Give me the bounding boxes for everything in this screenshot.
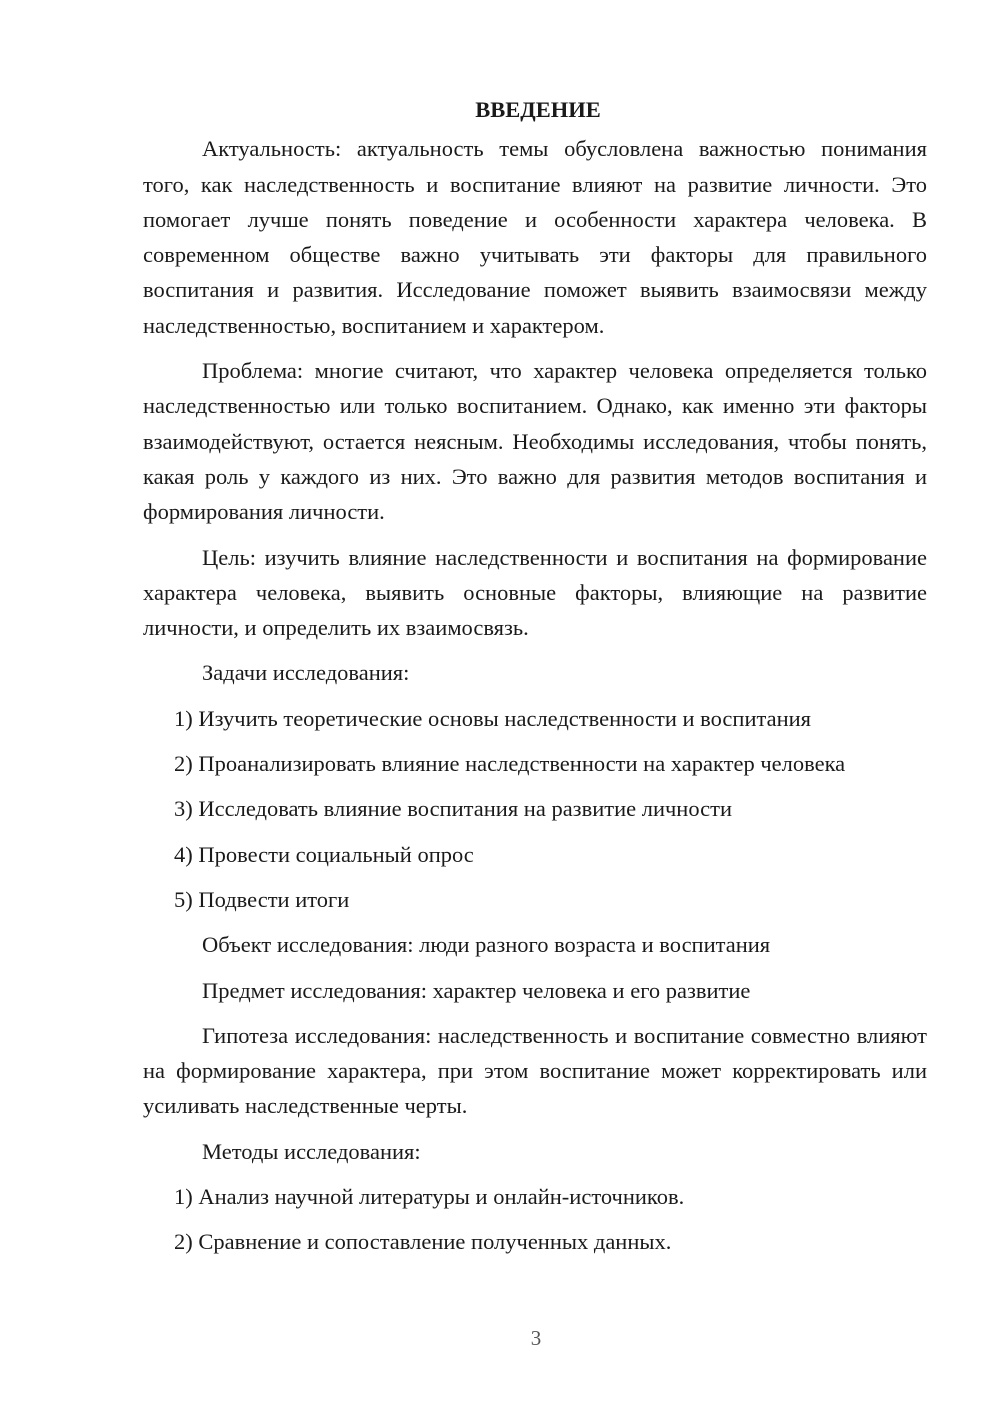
page-title: ВВЕДЕНИЕ (475, 97, 601, 122)
relevance-paragraph: Актуальность: актуальность темы обусловлена важностью понимания того, как наследственность и воспитание влияют на развитие личности. Это помогает лучше понять поведение и особенности характера человека. В современном обществе важно учитывать эти факторы для правильного воспитания и развития. Исследование поможет выявить взаимосвязи между наследственностью, воспитанием и характером. (143, 136, 927, 338)
methods-list (143, 1179, 927, 1260)
list-item: 3) Исследовать влияние воспитания на развитие личности (174, 796, 733, 822)
list-item: 4) Провести социальный опрос (174, 841, 474, 867)
goal-paragraph: Цель: изучить влияние наследственности и воспитания на формирование характера человека, выявить основные факторы, влияющие на развитие личности, и определить их взаимосвязь. (143, 544, 927, 641)
list-item: 2) Проанализировать влияние наследственности на характер человека (174, 751, 846, 777)
list-item: 5) Подвести итоги (174, 886, 350, 912)
subject-line: Предмет исследования: характер человека и его развитие (202, 977, 751, 1003)
tasks-heading: Задачи исследования: (202, 660, 410, 686)
list-item: 1) Анализ научной литературы и онлайн-источников. (174, 1184, 685, 1210)
problem-paragraph: Проблема: многие считают, что характер человека определяется только наследственностью или только воспитанием. Однако, как именно эти факторы взаимодействуют, остается неясным. Необходимы исследования, чтобы понять, какая роль у каждого из них. Это важно для развития методов воспитания и формирования личности. (143, 358, 927, 525)
hypothesis-paragraph: Гипотеза исследования: наследственность и воспитание совместно влияют на формирование характера, при этом воспитание может корректировать или усиливать наследственные черты. (143, 1022, 927, 1119)
list-item: 1) Изучить теоретические основы наследственности и воспитания (174, 705, 812, 731)
page-number: 3 (530, 1326, 542, 1350)
methods-heading: Методы исследования: (202, 1138, 421, 1164)
object-line: Объект исследования: люди разного возраста и воспитания (202, 932, 771, 958)
tasks-list (143, 701, 927, 917)
document-page (143, 92, 927, 1270)
list-item: 2) Сравнение и сопоставление полученных данных. (174, 1229, 672, 1255)
